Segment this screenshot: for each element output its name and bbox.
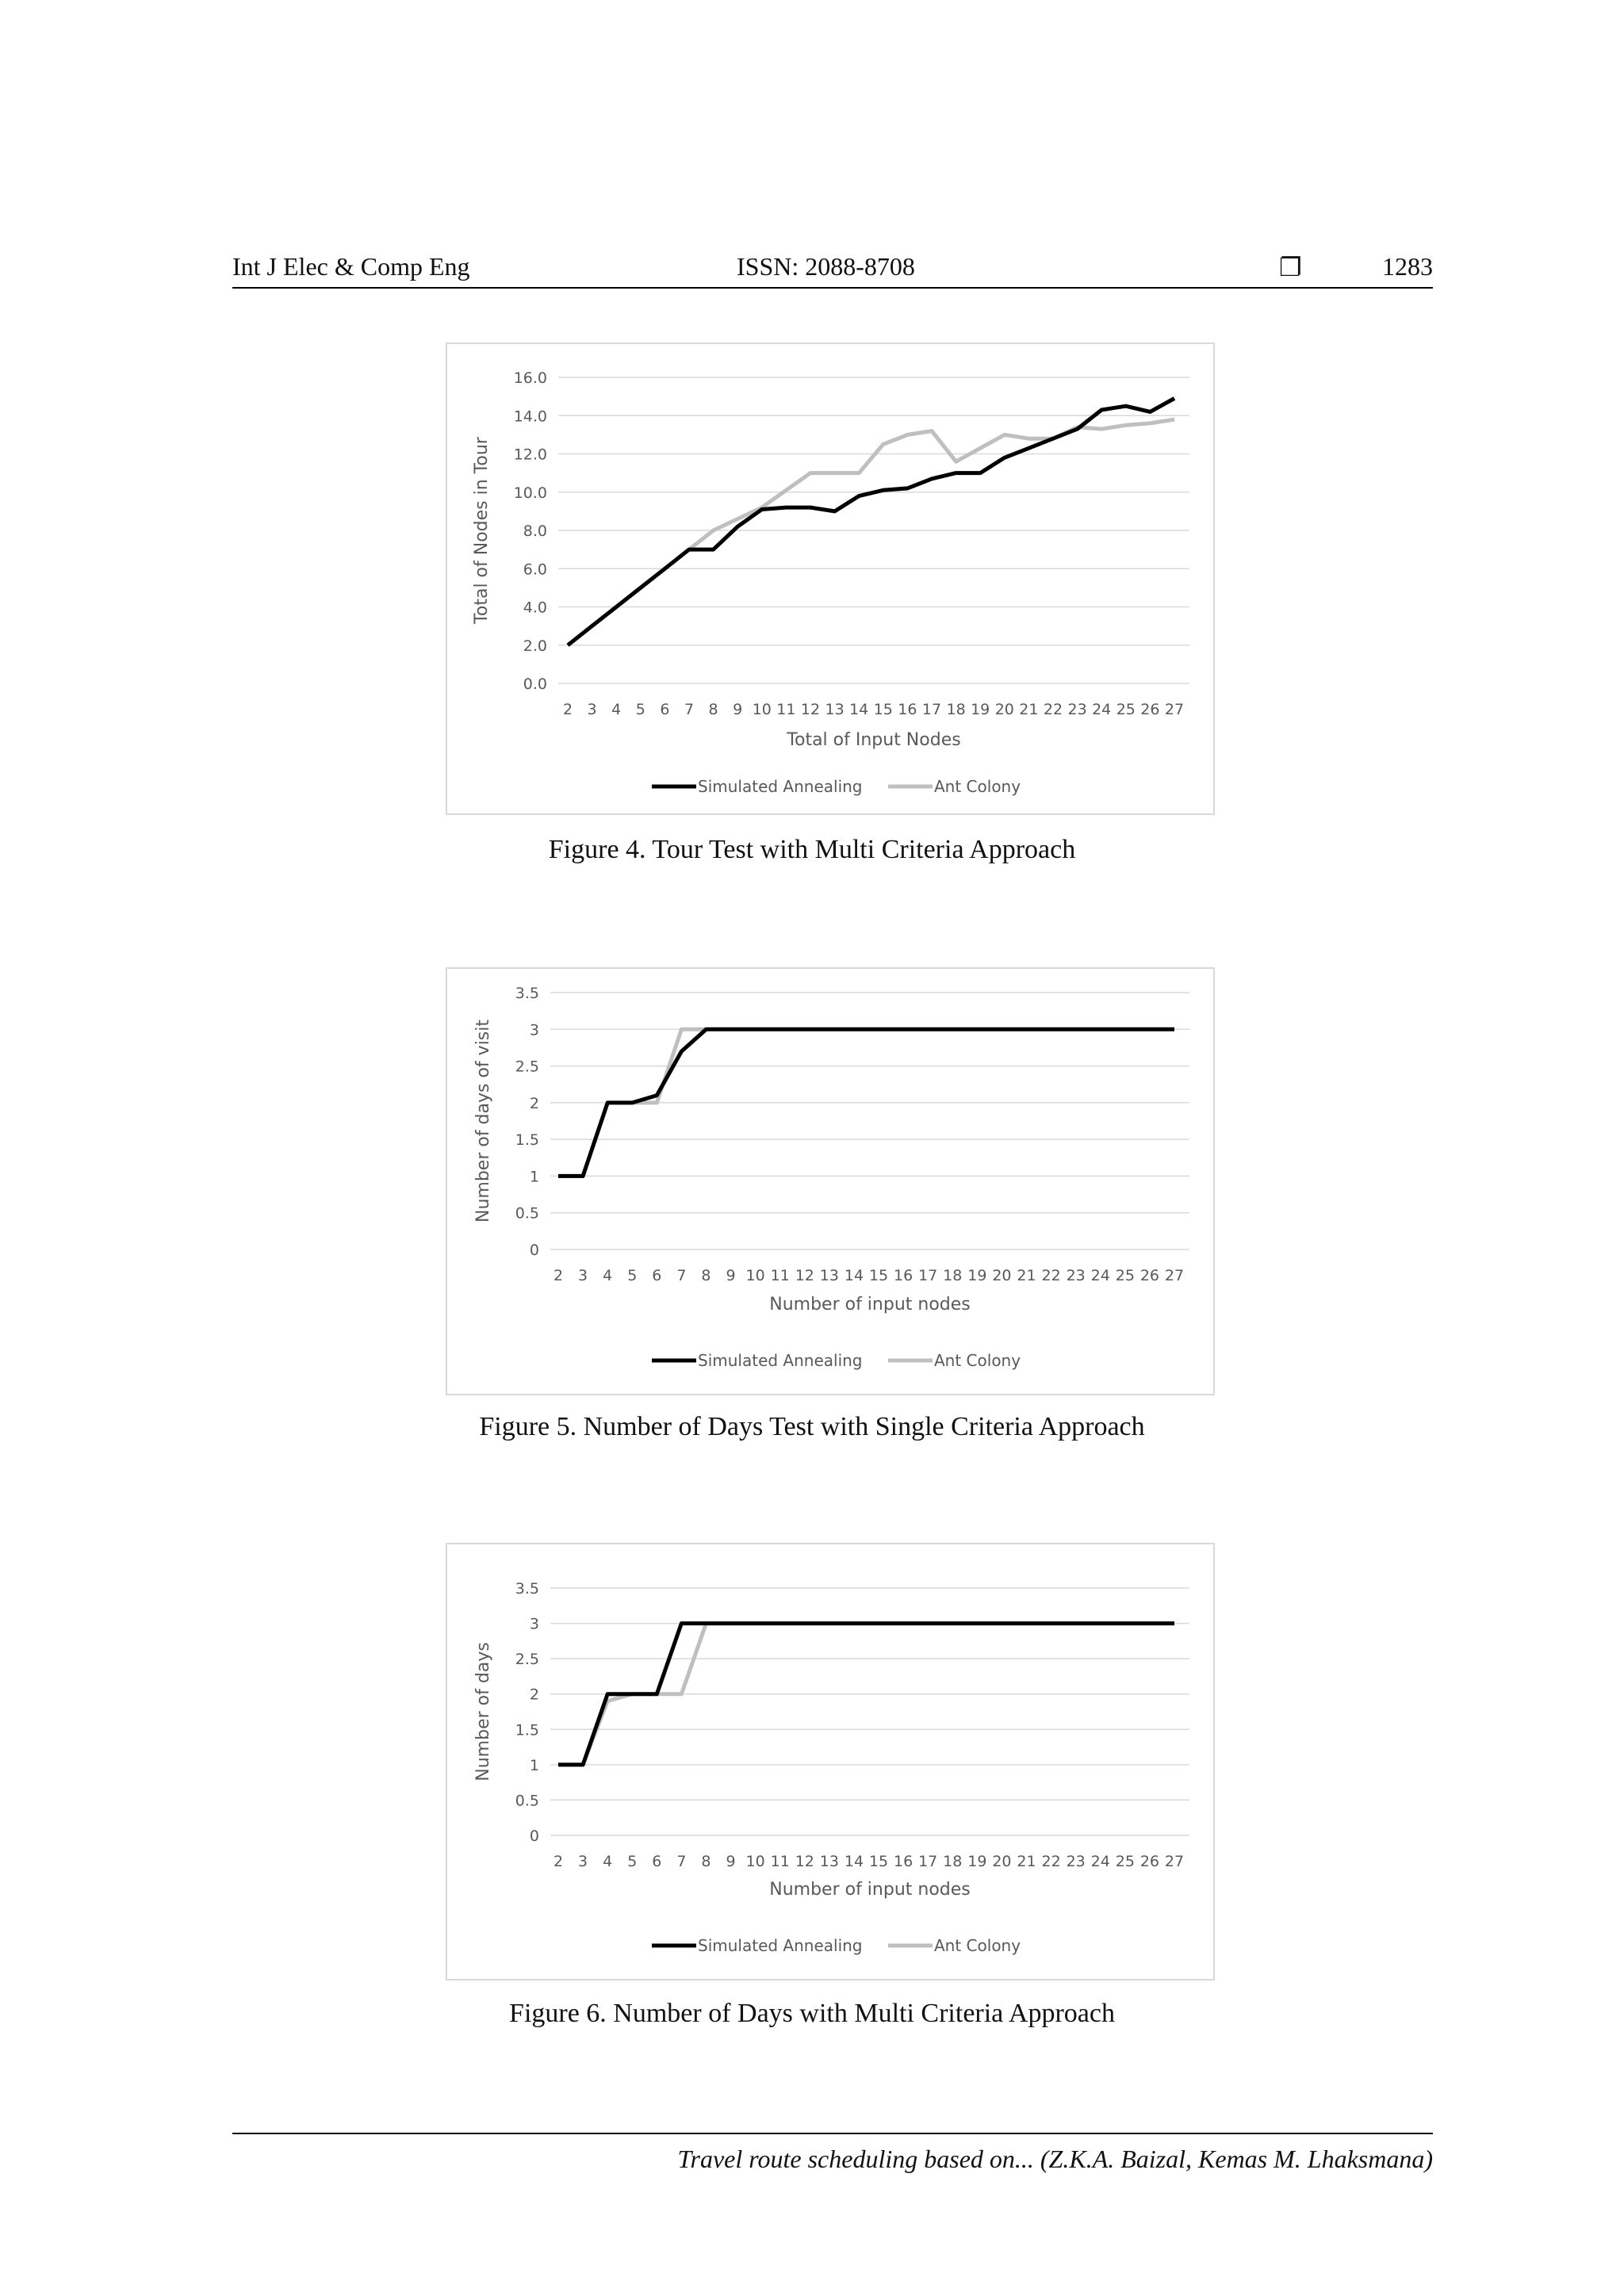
- x-tick-label: 18: [943, 1853, 963, 1870]
- y-tick-label: 2.0: [523, 637, 547, 655]
- x-tick-label: 11: [776, 701, 796, 718]
- x-tick-label: 14: [844, 1267, 864, 1284]
- figure-4-svg: [447, 344, 1213, 813]
- x-tick-label: 27: [1164, 1853, 1185, 1870]
- y-tick-label: 1.5: [515, 1721, 539, 1739]
- y-tick-label: 1: [529, 1756, 539, 1774]
- x-tick-label: 23: [1066, 1267, 1086, 1284]
- x-tick-label: 22: [1041, 1853, 1061, 1870]
- figure-6-chart: [446, 1543, 1215, 1980]
- x-tick-label: 18: [943, 1267, 963, 1284]
- x-tick-label: 19: [971, 701, 990, 718]
- x-tick-label: 4: [603, 1267, 613, 1284]
- y-tick-label: 4.0: [523, 599, 547, 617]
- x-tick-label: 2: [553, 1267, 564, 1284]
- x-tick-label: 7: [684, 701, 695, 718]
- x-axis-title: Total of Input Nodes: [787, 730, 961, 750]
- figure-5-caption: Figure 5. Number of Days Test with Single Criteria Approach: [479, 1412, 1145, 1441]
- y-tick-label: 0: [529, 1827, 539, 1845]
- x-tick-label: 19: [967, 1853, 987, 1870]
- box-icon: ❐: [1279, 253, 1302, 281]
- x-tick-label: 27: [1164, 701, 1185, 718]
- x-tick-label: 10: [745, 1267, 765, 1284]
- x-tick-label: 21: [1019, 701, 1039, 718]
- y-tick-label: 0.5: [515, 1204, 539, 1223]
- x-tick-label: 21: [1017, 1853, 1036, 1870]
- x-tick-label: 2: [553, 1853, 564, 1870]
- x-axis-title: Number of input nodes: [769, 1295, 971, 1314]
- x-tick-label: 13: [819, 1267, 839, 1284]
- x-tick-label: 26: [1139, 1853, 1160, 1870]
- x-tick-label: 23: [1067, 701, 1087, 718]
- figure-6-caption: Figure 6. Number of Days with Multi Criteria Approach: [509, 1999, 1115, 2028]
- legend-label: Ant Colony: [934, 777, 1021, 796]
- x-tick-label: 7: [676, 1267, 687, 1284]
- x-tick-label: 5: [627, 1267, 638, 1284]
- x-tick-label: 5: [635, 701, 645, 718]
- running-footer: Travel route scheduling based on... (Z.K.A. Baizal, Kemas M. Lhaksmana): [677, 2145, 1433, 2173]
- x-tick-label: 9: [726, 1853, 736, 1870]
- x-tick-label: 11: [770, 1853, 790, 1870]
- page-number: 1283: [1382, 252, 1433, 281]
- x-tick-label: 25: [1115, 1267, 1135, 1284]
- y-tick-label: 6.0: [523, 561, 547, 579]
- x-tick-label: 17: [918, 1267, 938, 1284]
- x-tick-label: 22: [1041, 1267, 1061, 1284]
- issn: ISSN: 2088-8708: [737, 252, 915, 281]
- x-tick-label: 2: [562, 701, 573, 718]
- x-tick-label: 12: [795, 1853, 814, 1870]
- x-tick-label: 14: [844, 1853, 864, 1870]
- x-tick-label: 26: [1139, 1267, 1160, 1284]
- y-axis-title: Number of days: [473, 1642, 493, 1781]
- series-line-simulated-annealing: [568, 399, 1174, 645]
- x-tick-label: 23: [1066, 1853, 1086, 1870]
- legend-label: Ant Colony: [934, 1936, 1021, 1955]
- x-tick-label: 22: [1043, 701, 1063, 718]
- figure-4-chart: [446, 342, 1215, 815]
- footer-rule: [232, 2133, 1433, 2134]
- x-tick-label: 3: [578, 1267, 588, 1284]
- x-tick-label: 3: [578, 1853, 588, 1870]
- y-tick-label: 12.0: [513, 446, 547, 464]
- x-tick-label: 14: [849, 701, 869, 718]
- y-tick-label: 0.0: [523, 675, 547, 693]
- y-tick-label: 3.5: [515, 985, 539, 1002]
- x-tick-label: 25: [1116, 701, 1136, 718]
- x-tick-label: 10: [745, 1853, 765, 1870]
- x-tick-label: 18: [946, 701, 966, 718]
- y-tick-label: 3: [529, 1615, 539, 1633]
- running-header: [232, 252, 1433, 289]
- y-tick-label: 2.5: [515, 1651, 539, 1669]
- y-tick-label: 8.0: [523, 522, 547, 540]
- x-tick-label: 9: [733, 701, 743, 718]
- legend-label: Simulated Annealing: [698, 1936, 863, 1955]
- y-tick-label: 1.5: [515, 1131, 539, 1150]
- x-tick-label: 15: [873, 701, 893, 718]
- x-tick-label: 4: [611, 701, 622, 718]
- y-tick-label: 16.0: [513, 369, 547, 387]
- x-tick-label: 16: [894, 1267, 914, 1284]
- x-tick-label: 15: [868, 1853, 889, 1870]
- y-tick-label: 2: [529, 1094, 539, 1112]
- y-tick-label: 3: [529, 1021, 539, 1039]
- x-tick-label: 20: [992, 1853, 1012, 1870]
- x-tick-label: 8: [701, 1267, 711, 1284]
- x-tick-label: 10: [752, 701, 772, 718]
- x-tick-label: 13: [825, 701, 845, 718]
- x-tick-label: 27: [1164, 1267, 1185, 1284]
- x-tick-label: 7: [676, 1853, 687, 1870]
- x-tick-label: 11: [770, 1267, 790, 1284]
- x-tick-label: 17: [921, 701, 942, 718]
- y-tick-label: 1: [529, 1168, 539, 1186]
- x-tick-label: 5: [627, 1853, 638, 1870]
- y-tick-label: 2: [529, 1686, 539, 1704]
- x-tick-label: 8: [701, 1853, 711, 1870]
- x-tick-label: 24: [1090, 1853, 1110, 1870]
- legend-label: Simulated Annealing: [698, 1351, 863, 1370]
- figure-4-caption: Figure 4. Tour Test with Multi Criteria Approach: [548, 835, 1076, 864]
- x-tick-label: 9: [726, 1267, 736, 1284]
- x-axis-title: Number of input nodes: [769, 1880, 971, 1900]
- y-tick-label: 14.0: [513, 408, 547, 426]
- x-tick-label: 24: [1092, 701, 1112, 718]
- x-tick-label: 4: [603, 1853, 613, 1870]
- legend-label: Simulated Annealing: [698, 777, 863, 796]
- x-tick-label: 16: [894, 1853, 914, 1870]
- y-axis-title: Total of Nodes in Tour: [472, 437, 492, 624]
- x-tick-label: 13: [819, 1853, 839, 1870]
- x-tick-label: 15: [868, 1267, 889, 1284]
- x-tick-label: 19: [967, 1267, 987, 1284]
- x-tick-label: 17: [918, 1853, 938, 1870]
- x-tick-label: 12: [795, 1267, 814, 1284]
- header-rule: [232, 287, 1433, 289]
- figure-5-svg: [447, 969, 1213, 1394]
- y-tick-label: 0.5: [515, 1792, 539, 1810]
- figure-5-chart: [446, 967, 1215, 1395]
- x-tick-label: 20: [994, 701, 1014, 718]
- y-tick-label: 0: [529, 1242, 539, 1259]
- figure-6-svg: [447, 1544, 1213, 1979]
- x-tick-label: 24: [1090, 1267, 1110, 1284]
- y-tick-label: 3.5: [515, 1580, 539, 1598]
- x-tick-label: 26: [1140, 701, 1160, 718]
- x-tick-label: 8: [708, 701, 718, 718]
- x-tick-label: 6: [660, 701, 670, 718]
- y-tick-label: 10.0: [513, 484, 547, 502]
- y-tick-label: 2.5: [515, 1058, 539, 1076]
- x-tick-label: 3: [587, 701, 597, 718]
- journal-name: Int J Elec & Comp Eng: [232, 252, 470, 281]
- legend-label: Ant Colony: [934, 1351, 1021, 1370]
- x-tick-label: 25: [1115, 1853, 1135, 1870]
- y-axis-title: Number of days of visit: [473, 1019, 493, 1223]
- x-tick-label: 20: [992, 1267, 1012, 1284]
- x-tick-label: 21: [1017, 1267, 1036, 1284]
- x-tick-label: 6: [652, 1267, 662, 1284]
- x-tick-label: 16: [898, 701, 917, 718]
- x-tick-label: 12: [800, 701, 821, 718]
- x-tick-label: 6: [652, 1853, 662, 1870]
